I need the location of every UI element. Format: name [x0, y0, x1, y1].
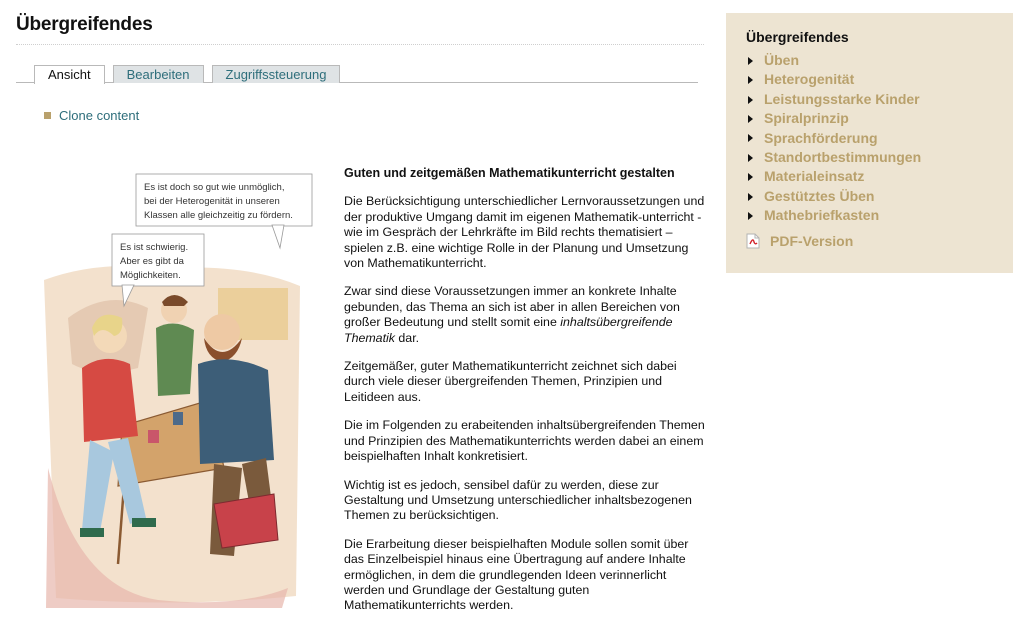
triangle-right-icon: [748, 115, 753, 123]
triangle-right-icon: [748, 193, 753, 201]
article-paragraph-5: Wichtig ist es jedoch, sensibel dafür zu werden, diese zur Gestaltung und Umsetzung unterschiedlicher inhaltsbezogenen Themen zu berücksichtigen.: [344, 477, 692, 523]
teachers-illustration: [38, 168, 328, 608]
article-heading: Guten und zeitgemäßen Mathematikunterricht gestalten: [344, 166, 675, 180]
bubble1-line-3: Klassen alle gleichzeitig zu fördern.: [144, 210, 293, 221]
svg-text:Es ist schwierig. Aber es: [120, 242, 191, 281]
triangle-right-icon: [748, 76, 753, 84]
article-paragraph-4: Die im Folgenden zu erabeitenden inhaltsübergreifenden Themen und Prinzipien des Mathematikunterrichts werden dabei an einem beispielhaften Inhalt konkretisiert.: [344, 418, 705, 464]
page-title: Übergreifendes: [16, 14, 153, 35]
article-paragraph-2: Zwar sind diese Voraussetzungen immer an konkrete Inhalte gebunden, das Thema an sich ist aber in allen Bereichen von großer Bedeutung und stellt somit eine inhaltsübergreifende Thematik dar.: [344, 284, 680, 345]
sidebar-item-materialeinsatz[interactable]: Materialeinsatz: [746, 167, 993, 186]
bubble2-line-3: Möglichkeiten.: [120, 270, 181, 281]
triangle-right-icon: [748, 212, 753, 220]
sidebar-list: [746, 51, 993, 226]
sidebar-item-spiralprinzip[interactable]: Spiralprinzip: [746, 109, 993, 128]
triangle-right-icon: [748, 134, 753, 142]
title-divider: [16, 44, 704, 45]
bubble2-line-2: Aber es gibt da: [120, 256, 184, 267]
sidebar-item-heterogenitaet[interactable]: Heterogenität: [746, 70, 993, 89]
sidebar-navigation: [726, 13, 1013, 273]
svg-text:Es ist doch so gut wie unmögli: [144, 182, 293, 221]
article-paragraph-3: Zeitgemäßer, guter Mathematikunterricht zeichnet sich dabei durch viele dieser übergreifenden Themen, Prinzipien und Leitideen aus.: [344, 359, 677, 404]
article-body: [344, 166, 706, 624]
bubble1-line-1: Es ist doch so gut wie unmöglich,: [144, 182, 285, 193]
triangle-right-icon: [748, 154, 753, 162]
sidebar-item-leistungsstarke-kinder[interactable]: Leistungsstarke Kinder: [746, 90, 993, 109]
bubble1-line-2: bei der Heterogenität in unseren: [144, 196, 280, 207]
sidebar-item-sprachfoerderung[interactable]: Sprachförderung: [746, 129, 993, 148]
clone-content-label: Clone content: [59, 108, 140, 123]
bubble2-line-1: Es ist schwierig.: [120, 242, 189, 253]
sidebar-item-ueben[interactable]: Üben: [746, 51, 993, 70]
triangle-right-icon: [748, 57, 753, 65]
tab-zugriffssteuerung[interactable]: Zugriffssteuerung: [212, 65, 341, 83]
pdf-version-link[interactable]: [746, 233, 993, 249]
triangle-right-icon: [748, 96, 753, 104]
sidebar-item-standortbestimmungen[interactable]: Standortbestimmungen: [746, 148, 993, 167]
tab-ansicht[interactable]: Ansicht: [34, 65, 105, 84]
square-bullet-icon: [44, 112, 51, 119]
pdf-version-label: PDF-Version: [770, 232, 854, 249]
tab-bar: [34, 65, 340, 83]
article-paragraph-6: Die Erarbeitung dieser beispielhaften Module sollen somit über das Einzelbeispiel hinaus eine Übertragung auf andere Inhalte ermöglichen, in dem die grundlegenden Ideen verinnerlicht werden und Grundlage der Gestaltung guten Mathematikunterrichts werden.: [344, 536, 689, 613]
sidebar-item-gestuetztes-ueben[interactable]: Gestütztes Üben: [746, 187, 993, 206]
clone-content-link[interactable]: [44, 108, 139, 123]
tab-bearbeiten[interactable]: Bearbeiten: [113, 65, 204, 83]
sidebar-item-mathebriefkasten[interactable]: Mathebriefkasten: [746, 206, 993, 225]
article-paragraph-1: Die Berücksichtigung unterschiedlicher Lernvoraussetzungen und der produktive Umgang damit im eigenen Mathematik-unterricht - wie im Gespräch der Lehrkräfte im Bild rechts thematisiert – spielen z.B. eine wichtige Rolle in der Planung und Umsetzung von Mathematikunterricht.: [344, 194, 705, 271]
pdf-icon: [746, 233, 760, 249]
triangle-right-icon: [748, 173, 753, 181]
sidebar-title: Übergreifendes: [746, 29, 849, 45]
